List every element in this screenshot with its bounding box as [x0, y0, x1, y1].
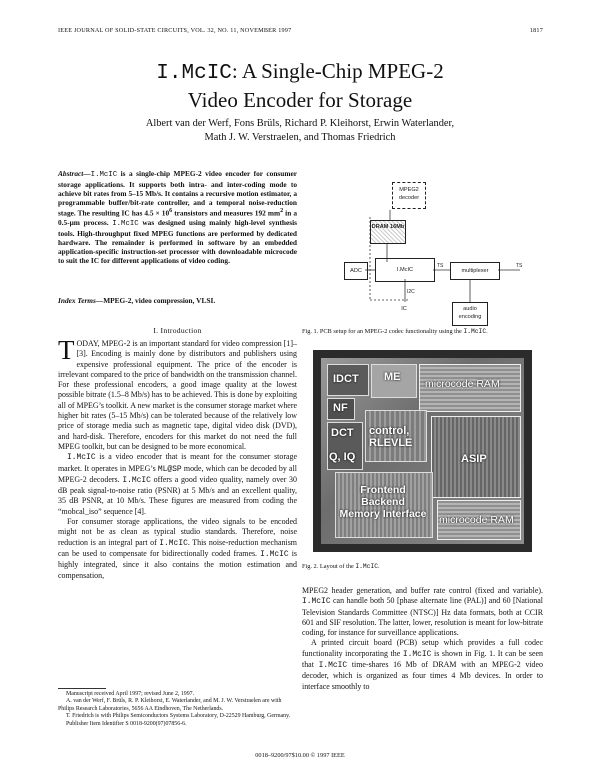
caption-code: I.McIC: [463, 328, 487, 335]
footnotes: [58, 688, 297, 728]
figure-2-caption: [302, 563, 543, 570]
paragraph: [302, 586, 543, 638]
microcode-ram-bottom-label: microcode RAM: [439, 514, 514, 526]
footnote: Manuscript received April 1997; revised June 2, 1997.: [66, 691, 195, 697]
abstract-text: in a 0.5-μm process.: [58, 208, 297, 227]
figure-1-wires: [330, 182, 540, 327]
figure-2-chip-layout: [313, 350, 532, 552]
footnote: A. van der Werf, F. Brüls, R. P. Kleihorst, E. Waterlander, and M. J. W. Verstraelen are with Philips Research Laboratories, 5656 AA Eindhoven, The Netherlands.: [58, 698, 282, 712]
abstract-label: Abstract—: [58, 169, 91, 178]
control-line1: control,: [369, 425, 410, 437]
index-terms-label: Index Terms: [58, 296, 96, 305]
paragraph: [58, 335, 297, 452]
inline-code: I.McIC: [318, 661, 348, 671]
control-line2: RLEVLE: [369, 437, 413, 449]
backend-line: Backend: [361, 496, 405, 508]
frontend-label: [339, 484, 427, 520]
control-label: [369, 425, 412, 449]
caption-text: .: [378, 563, 380, 570]
frontend-line: Frontend: [360, 484, 406, 496]
paragraph-text: is shown in Fig. 1. It can be seen that: [302, 648, 543, 670]
paragraph-text: is highly integrated, since it also contains the motion estimation and compensation,: [58, 548, 297, 580]
microcode-ram-top-label: microcode RAM: [425, 378, 500, 390]
title-line2: Video Encoder for Storage: [187, 88, 413, 112]
abstract-code: I.McIC: [112, 219, 139, 228]
right-column-body: [302, 586, 543, 692]
i2c-label: I2C: [407, 289, 415, 295]
footnote-rule: [58, 688, 106, 689]
author-list: [0, 117, 600, 145]
dram-block: DRAM 16Mb: [370, 220, 406, 244]
paragraph-text: A printed circuit board (PCB) setup which provides a full codec functionality incorporating the: [302, 638, 543, 658]
abstract: [58, 169, 297, 265]
inline-code: I.McIC: [302, 597, 331, 607]
paragraph-text: time-shares 16 Mb of DRAM with an MPEG-2 video decoder, which is organized as four times 4 Mb devices. In order to interface smoothly to: [302, 660, 544, 691]
left-column-body: [58, 335, 297, 581]
idct-label: IDCT: [333, 373, 359, 385]
paragraph: [302, 638, 543, 691]
inline-code: I.McIC: [402, 649, 432, 659]
ic-label: IC: [401, 306, 407, 312]
paragraph-text: MPEG2 header generation, and buffer rate control (fixed and variable).: [302, 586, 543, 595]
paragraph-text: can handle both 50 [phase alternate line (PAL)] and 60 [National Television Standards Committee (NTSC)] Hz data formats, both at CCIR 601 and SIF resolution. The latter, lower, resolution is meant for low-bitrate coding, for instance for surveillance applications.: [302, 596, 543, 638]
paragraph: [58, 452, 297, 517]
figure-1-diagram: [330, 182, 540, 327]
abstract-code: I.McIC: [90, 171, 118, 179]
authors-line2: Math J. W. Verstraelen, and Thomas Friedrich: [204, 132, 396, 143]
abstract-text: was designed using mainly high-level synthesis tools. High-throughput fixed MPEG functions are performed by dedicated hardware. The remainder is performed in software by an embedded application-specific instruction-set processor with downloadable microcode to suit the IC for different applications of video coding.: [58, 217, 298, 265]
multiplexer-block: multiplexer: [450, 262, 500, 280]
paragraph-text: For consumer storage applications, the video signals to be encoded might not be as clean as typical studio standards. Therefore, noise reduction is an integral part of: [58, 517, 297, 547]
abstract-exponent: 2: [280, 208, 284, 215]
copyright-footer: 0018–9200/97$10.00 © 1997 IEEE: [255, 752, 345, 759]
inline-code: I.McIC: [122, 475, 151, 485]
inline-code: I.McIC: [67, 453, 96, 463]
ts-out-label: TS: [516, 263, 523, 269]
paragraph-text: ODAY, MPEG-2 is an important standard for video compression [1]–[3]. Encoding is mainly done by distributors and publishers using expensive professional equipment. The price of the encoder is irrelevant compared to the price of bandwidth on the transmission channel. For these professional encoders, a good image quality at the lowest possible bitrate (1.5–8 Mb/s) has to be achieved. This is done by exploiting all of MPEG’s toolkit. A new market is the consumer storage market where higher bit rates (5–15 Mb/s) can be tolerated because of the relatively low price of storage media such as magnetic tape, digital video disk (DVD), and hard-disk. Therefore, encoders for this market do not need the full MPEG toolkit, but can be designed to be more economical.: [58, 339, 297, 451]
caption-text: Fig. 1. PCB setup for an MPEG-2 codec functionality using the: [302, 328, 464, 335]
paragraph-text: is a video encoder that is meant for the consumer storage market. It operates in MPEG’s: [58, 452, 297, 473]
section-heading: I. Introduction: [153, 326, 202, 335]
inline-code: I.McIC: [159, 538, 188, 548]
paper-title: [0, 58, 600, 113]
caption-text: .: [486, 328, 488, 335]
abstract-text: is a single-chip MPEG-2 video encoder for consumer storage applications. It supports both intra- and inter-coding mode to achieve bit rates from 5–15 Mb/s. It contains a recursive motion estimator, a programmable buffer/bit-rate controller, and a temporal noise-reduction stage. The resulting IC has 4.5 × 10: [58, 169, 297, 218]
inline-code: I.McIC: [260, 549, 289, 559]
title-line1: : A Single-Chip MPEG-2: [231, 59, 444, 83]
index-terms-text: —MPEG-2, video compression, VLSI.: [95, 296, 216, 305]
running-header: IEEE JOURNAL OF SOLID-STATE CIRCUITS, VOL. 32, NO. 11, NOVEMBER 1997: [58, 27, 292, 34]
ts-in-label: TS: [437, 263, 444, 269]
mpeg2-decoder-block: MPEG2 decoder: [392, 182, 426, 209]
footnote: T. Friedrich is with Philips Semiconductors Systems Laboratory, D-22529 Hamburg, Germany.: [66, 713, 291, 720]
index-terms: [58, 296, 297, 305]
caption-text: Fig. 2. Layout of the: [302, 563, 356, 570]
paragraph-text: offers a good video quality, namely over 30 dB peak signal-to-noise ratio (PSNR) at 5 Mb/s and an excellent quality, 35 dB PSNR, at 10 Mb/s. These figures are measured from coding the “mobcal_iso” sequence [4].: [58, 474, 297, 516]
q-iq-label: Q, IQ: [329, 451, 356, 463]
paragraph-text: mode, which can be decoded by all MPEG-2 decoders.: [58, 463, 297, 484]
abstract-text: transistors and measures 192 mm: [172, 208, 281, 218]
adc-block: ADC: [344, 262, 368, 280]
me-label: ME: [384, 371, 401, 383]
drop-cap: T: [58, 335, 75, 365]
footnote: Publisher Item Identifier S 0018-9200(97)07856-6.: [66, 720, 187, 727]
abstract-exponent: 6: [169, 208, 173, 215]
audio-encoding-block: audio encoding: [452, 302, 488, 326]
paragraph: [58, 517, 297, 581]
title-code: I.McIC: [156, 62, 232, 85]
page-number: 1817: [529, 27, 543, 34]
nf-label: NF: [333, 402, 348, 414]
figure-1-caption: [302, 328, 543, 335]
dct-label: DCT: [331, 427, 354, 439]
authors-line1: Albert van der Werf, Fons Brüls, Richard P. Kleihorst, Erwin Waterlander,: [145, 118, 455, 129]
paragraph-text: . This noise-reduction mechanism can be used to compensate for bidirectionally coded frames.: [58, 537, 297, 558]
imcic-block: I.McIC: [375, 258, 435, 282]
asip-label: ASIP: [461, 453, 487, 465]
memory-interface-line: Memory Interface: [339, 508, 427, 520]
inline-code: ML@SP: [157, 464, 182, 474]
caption-code: I.McIC: [355, 563, 379, 570]
